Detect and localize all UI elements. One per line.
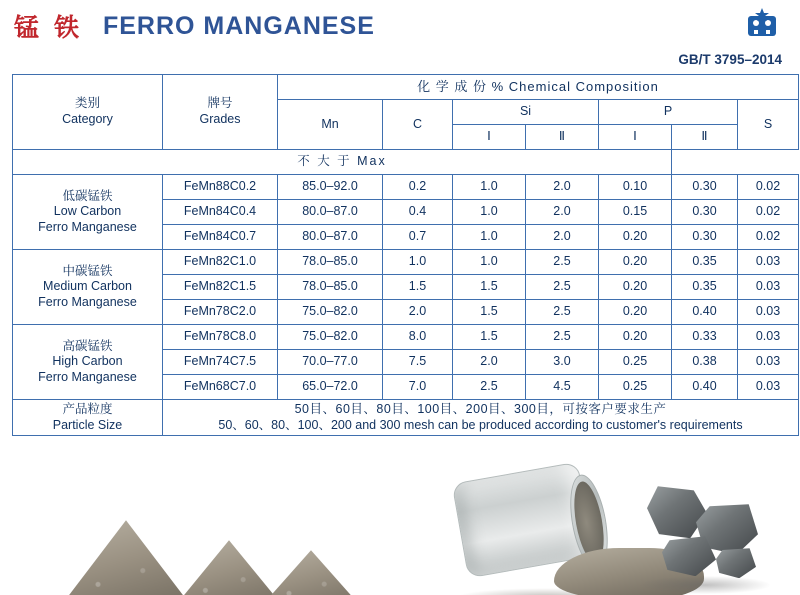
cell-si1: 1.5	[453, 300, 526, 325]
cell-mn: 80.0–87.0	[278, 200, 383, 225]
cell-p2: 0.30	[672, 225, 738, 250]
cell-si1: 1.0	[453, 175, 526, 200]
category-en-1: Medium Carbon	[43, 279, 132, 294]
photo-jar-and-lumps	[404, 444, 788, 595]
header-si-1: Ⅰ	[453, 125, 526, 150]
cell-s: 0.03	[738, 250, 799, 275]
cell-p1: 0.20	[599, 300, 672, 325]
cell-mn: 78.0–85.0	[278, 275, 383, 300]
header-grades-cn: 牌号	[207, 96, 233, 111]
cell-c: 1.0	[383, 250, 453, 275]
cell-si2: 2.0	[526, 175, 599, 200]
particle-size-label-cn: 产品粒度	[62, 402, 113, 416]
particle-size-value-en: 50、60、80、100、200 and 300 mesh can be produced according to customer's requirements	[218, 417, 743, 432]
cell-p1: 0.25	[599, 350, 672, 375]
header-chemical-composition: 化 学 成 份 % Chemical Composition	[278, 75, 799, 100]
cell-p2: 0.33	[672, 325, 738, 350]
table-max-row	[13, 150, 799, 175]
cell-c: 2.0	[383, 300, 453, 325]
cell-mn: 80.0–87.0	[278, 225, 383, 250]
cell-grade: FeMn78C2.0	[163, 300, 278, 325]
cell-s: 0.03	[738, 275, 799, 300]
cell-mn: 70.0–77.0	[278, 350, 383, 375]
cell-si1: 2.5	[453, 375, 526, 400]
cell-p2: 0.30	[672, 200, 738, 225]
particle-size-label	[13, 400, 163, 436]
max-label: 不 大 于 Max	[13, 150, 672, 175]
cell-grade: FeMn78C8.0	[163, 325, 278, 350]
category-en-2: Ferro Manganese	[38, 294, 137, 309]
category-cn: 低碳锰铁	[62, 188, 113, 203]
page-title-en: FERRO MANGANESE	[102, 11, 375, 40]
cell-c: 1.5	[383, 275, 453, 300]
specification-table	[12, 74, 799, 436]
particle-size-value-cn: 50目、60目、80目、100目、200目、300目，可按客户要求生产	[294, 402, 667, 416]
cell-p1: 0.20	[599, 225, 672, 250]
cell-mn: 75.0–82.0	[278, 300, 383, 325]
cell-p2: 0.35	[672, 250, 738, 275]
cell-c: 0.4	[383, 200, 453, 225]
cell-mn: 75.0–82.0	[278, 325, 383, 350]
cell-grade: FeMn82C1.0	[163, 250, 278, 275]
standard-label: GB/T 3795–2014	[678, 52, 782, 67]
cell-p1: 0.20	[599, 325, 672, 350]
category-cn: 高碳锰铁	[62, 338, 113, 353]
header-si: Si	[453, 100, 599, 125]
category-medium-carbon	[13, 250, 163, 325]
cell-grade: FeMn68C7.0	[163, 375, 278, 400]
header-p-1: Ⅰ	[599, 125, 672, 150]
table-row	[13, 250, 799, 275]
cell-si2: 4.5	[526, 375, 599, 400]
cell-s: 0.02	[738, 175, 799, 200]
header-p: P	[599, 100, 738, 125]
category-en-2: Ferro Manganese	[38, 219, 137, 234]
cell-p2: 0.38	[672, 350, 738, 375]
category-cn: 中碳锰铁	[62, 263, 113, 278]
cell-grade: FeMn88C0.2	[163, 175, 278, 200]
cell-s: 0.03	[738, 350, 799, 375]
cell-s: 0.02	[738, 200, 799, 225]
cell-p2: 0.35	[672, 275, 738, 300]
category-en-1: Low Carbon	[53, 204, 122, 219]
page-title-cn: 锰 铁	[14, 14, 83, 42]
header-category	[13, 75, 163, 150]
page-header	[0, 0, 800, 52]
header-category-cn: 类别	[74, 96, 100, 111]
header-category-en: Category	[62, 112, 113, 126]
cell-c: 0.2	[383, 175, 453, 200]
particle-size-label-en: Particle Size	[52, 417, 123, 432]
cell-grade: FeMn84C0.4	[163, 200, 278, 225]
cell-si1: 1.5	[453, 325, 526, 350]
cell-si2: 2.0	[526, 225, 599, 250]
header-s: S	[738, 100, 799, 150]
cell-p1: 0.25	[599, 375, 672, 400]
table-row	[13, 325, 799, 350]
cell-si2: 2.5	[526, 300, 599, 325]
cell-p1: 0.20	[599, 250, 672, 275]
cell-s: 0.03	[738, 325, 799, 350]
cell-si1: 1.0	[453, 225, 526, 250]
spec-table-wrapper	[0, 74, 800, 436]
cell-p2: 0.30	[672, 175, 738, 200]
cell-grade: FeMn84C0.7	[163, 225, 278, 250]
cell-mn: 78.0–85.0	[278, 250, 383, 275]
cell-c: 0.7	[383, 225, 453, 250]
cell-c: 7.5	[383, 350, 453, 375]
cell-si1: 1.0	[453, 200, 526, 225]
cell-c: 8.0	[383, 325, 453, 350]
cell-si2: 2.5	[526, 325, 599, 350]
table-header-row-1	[13, 75, 799, 100]
cell-si2: 2.5	[526, 275, 599, 300]
company-logo-icon	[740, 6, 784, 44]
cell-c: 7.0	[383, 375, 453, 400]
header-mn: Mn	[278, 100, 383, 150]
cell-si1: 2.0	[453, 350, 526, 375]
cell-mn: 65.0–72.0	[278, 375, 383, 400]
cell-p1: 0.10	[599, 175, 672, 200]
cell-p1: 0.20	[599, 275, 672, 300]
cell-s: 0.03	[738, 375, 799, 400]
product-photos	[0, 444, 800, 595]
cell-p2: 0.40	[672, 300, 738, 325]
particle-size-value	[163, 400, 799, 436]
cell-si2: 2.0	[526, 200, 599, 225]
cell-s: 0.03	[738, 300, 799, 325]
cell-p1: 0.15	[599, 200, 672, 225]
cell-s: 0.02	[738, 225, 799, 250]
header-grades-en: Grades	[199, 112, 241, 126]
header-c: C	[383, 100, 453, 150]
cell-grade: FeMn74C7.5	[163, 350, 278, 375]
table-row	[13, 175, 799, 200]
header-si-2: Ⅱ	[526, 125, 599, 150]
cell-si2: 3.0	[526, 350, 599, 375]
photo-powder-piles	[12, 444, 382, 595]
category-low-carbon	[13, 175, 163, 250]
category-en-1: High Carbon	[52, 354, 123, 369]
particle-size-row	[13, 400, 799, 436]
cell-p2: 0.40	[672, 375, 738, 400]
header-grades	[163, 75, 278, 150]
cell-si1: 1.5	[453, 275, 526, 300]
cell-mn: 85.0–92.0	[278, 175, 383, 200]
category-en-2: Ferro Manganese	[38, 369, 137, 384]
category-high-carbon	[13, 325, 163, 400]
cell-si2: 2.5	[526, 250, 599, 275]
cell-si1: 1.0	[453, 250, 526, 275]
cell-grade: FeMn82C1.5	[163, 275, 278, 300]
header-p-2: Ⅱ	[672, 125, 738, 150]
